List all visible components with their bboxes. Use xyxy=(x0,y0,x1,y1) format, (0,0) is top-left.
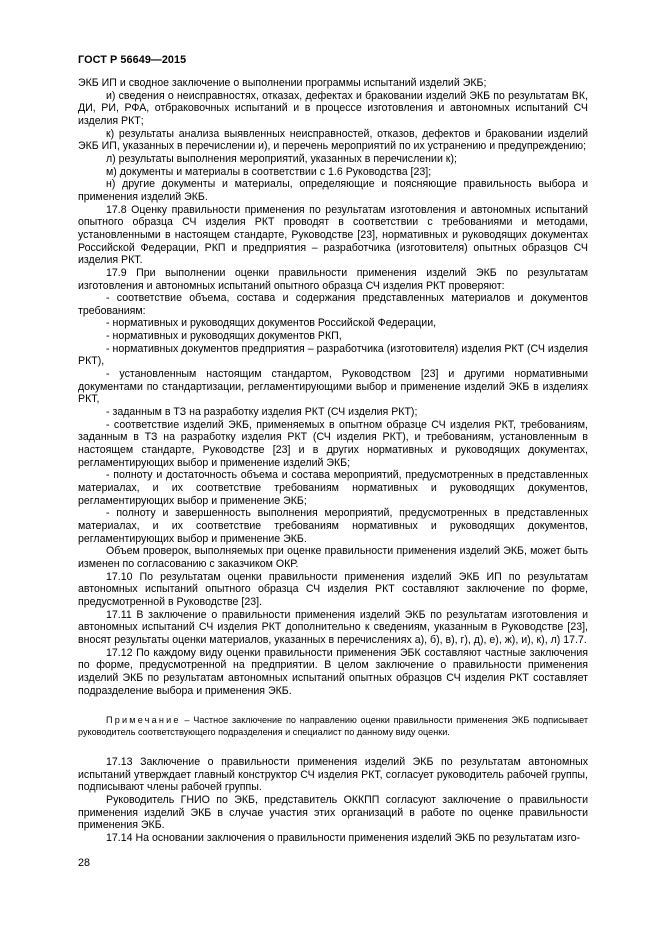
paragraph: Объем проверок, выполняемых при оценке правильности применения изделий ЭКБ, может быть изменен по согласованию с заказчиком ОКР. xyxy=(78,545,588,570)
note-text: – Частное заключение по направлению оценки правильности применения ЭКБ подписывает руководитель соответствующего подразделения и специалист по данному виду оценки. xyxy=(78,715,588,737)
page-number: 28 xyxy=(78,857,91,869)
note xyxy=(78,715,588,738)
paragraph: и) сведения о неисправностях, отказах, дефектах и браковании изделий ЭКБ по результатам ВК, ДИ, РИ, РФА, отбраковочных испытаний и в процессе изготовления и автономных испытаний СЧ изделия РКТ; xyxy=(78,89,588,127)
paragraph: к) результаты анализа выявленных неисправностей, отказов, дефектов и браковании изделий ЭКБ ИП, указанных в перечислении и), и перечень мероприятий по их устранению и предупреждению; xyxy=(78,127,588,153)
paragraph: - нормативных документов предприятия – разработчика (изготовителя) изделия РКТ (СЧ изделия РКТ), xyxy=(78,342,588,368)
paragraph: л) результаты выполнения мероприятий, указанных в перечислении к); xyxy=(106,152,457,165)
paragraph-list xyxy=(78,77,588,697)
paragraph: 17.10 По результатам оценки правильности применения изделий ЭКБ ИП по результатам автономных испытаний опытного образца СЧ изделия РКТ составляют заключение по форме, предусмотренной в Руководстве [23]. xyxy=(78,570,588,608)
paragraph: 17.11 В заключение о правильности применения изделий ЭКБ по результатам изготовления и автономных испытаний СЧ изделия РКТ дополнительно к сведениям, указанным в Руководстве [23], вносят результаты оценки материалов, указанных в перечислениях а), б), в), г), д), е), ж), и), к), л) 17.7. xyxy=(78,608,588,646)
paragraph: - соответствие объема, состава и содержания представленных материалов и документов требованиям: xyxy=(78,292,588,317)
paragraph: 17.13 Заключение о правильности применения изделий ЭКБ по результатам автономных испытаний утверждает главный конструктор СЧ изделия РКТ, согласует руководитель рабочей группы, подписывают члены рабочей группы. xyxy=(78,756,588,794)
note-label: Примечание xyxy=(106,715,181,726)
paragraph: - соответствие изделий ЭКБ, применяемых в опытном образце СЧ изделия РКТ, требованиям, заданным в ТЗ на разработку изделия РКТ (СЧ изделия РКТ), и требованиям, установленным в настоящем стандарте, Руководстве [23] и в других нормативных и руководящих документах, регламентирующих выбор и применение изделий ЭКБ; xyxy=(78,418,588,469)
paragraph: 17.9 При выполнении оценки правильности применения изделий ЭКБ по результатам изготовления и автономных испытаний опытного образца СЧ изделия РКТ проверяют: xyxy=(78,266,588,292)
paragraph: - полноту и достаточность объема и состава мероприятий, предусмотренных в представленных материалах, и их соответствие требованиям нормативных и руководящих документов, регламентирующих выбор и применение ЭКБ; xyxy=(78,469,588,507)
document-body xyxy=(78,77,588,845)
paragraph: 17.14 На основании заключения о правильности применения изделий ЭКБ по результатам изго- xyxy=(106,832,581,845)
paragraph: н) другие документы и материалы, определяющие и поясняющие правильность выбора и применения изделий ЭКБ. xyxy=(78,178,588,203)
paragraph: - установленным настоящим стандартом, Руководством [23] и другими нормативными документами по стандартизации, регламентирующими выбор и применение изделий ЭКБ в изделиях РКТ, xyxy=(78,368,588,406)
paragraph: - заданным в ТЗ на разработку изделия РКТ (СЧ изделия РКТ); xyxy=(106,406,418,419)
paragraph: Руководитель ГНИО по ЭКБ, представитель ОККПП согласуют заключение о правильности применения изделий ЭКБ в случае участия этих организаций в работе по оценке правильности применения ЭКБ. xyxy=(78,794,588,832)
paragraph: м) документы и материалы в соответствии с 1.6 Руководства [23]; xyxy=(106,165,432,178)
paragraph: 17.8 Оценку правильности применения по результатам изготовления и автономных испытаний опытного образца СЧ изделия РКТ проводят в соответствии с требованиями и методами, установленными в настоящем стандарте, Руководстве [23], нормативных и руководящих документах Российской Федерации, РКП и предприятия – разработчика (изготовителя) опытных образцов СЧ изделия РКТ. xyxy=(78,203,588,267)
paragraph: - нормативных и руководящих документов РКП, xyxy=(106,330,342,343)
paragraph-list-after-note xyxy=(78,756,588,845)
paragraph: - нормативных и руководящих документов Российской Федерации, xyxy=(106,317,437,330)
document-header: ГОСТ Р 56649—2015 xyxy=(78,54,187,66)
paragraph: 17.12 По каждому виду оценки правильности применения ЭБК составляют частные заключения по форме, предусмотренной на предприятии. В целом заключение о правильности применения изделий ЭКБ по результатам автономных испытаний опытных образцов СЧ изделия РКТ составляет подразделение выбора и применения ЭКБ. xyxy=(78,646,588,697)
paragraph: - полноту и завершенность выполнения мероприятий, предусмотренных в представленных материалах, и их соответствие требованиям нормативных и руководящих документов, регламентирующих выбор и применение ЭКБ. xyxy=(78,507,588,545)
paragraph: ЭКБ ИП и сводное заключение о выполнении программы испытаний изделий ЭКБ; xyxy=(78,77,487,89)
